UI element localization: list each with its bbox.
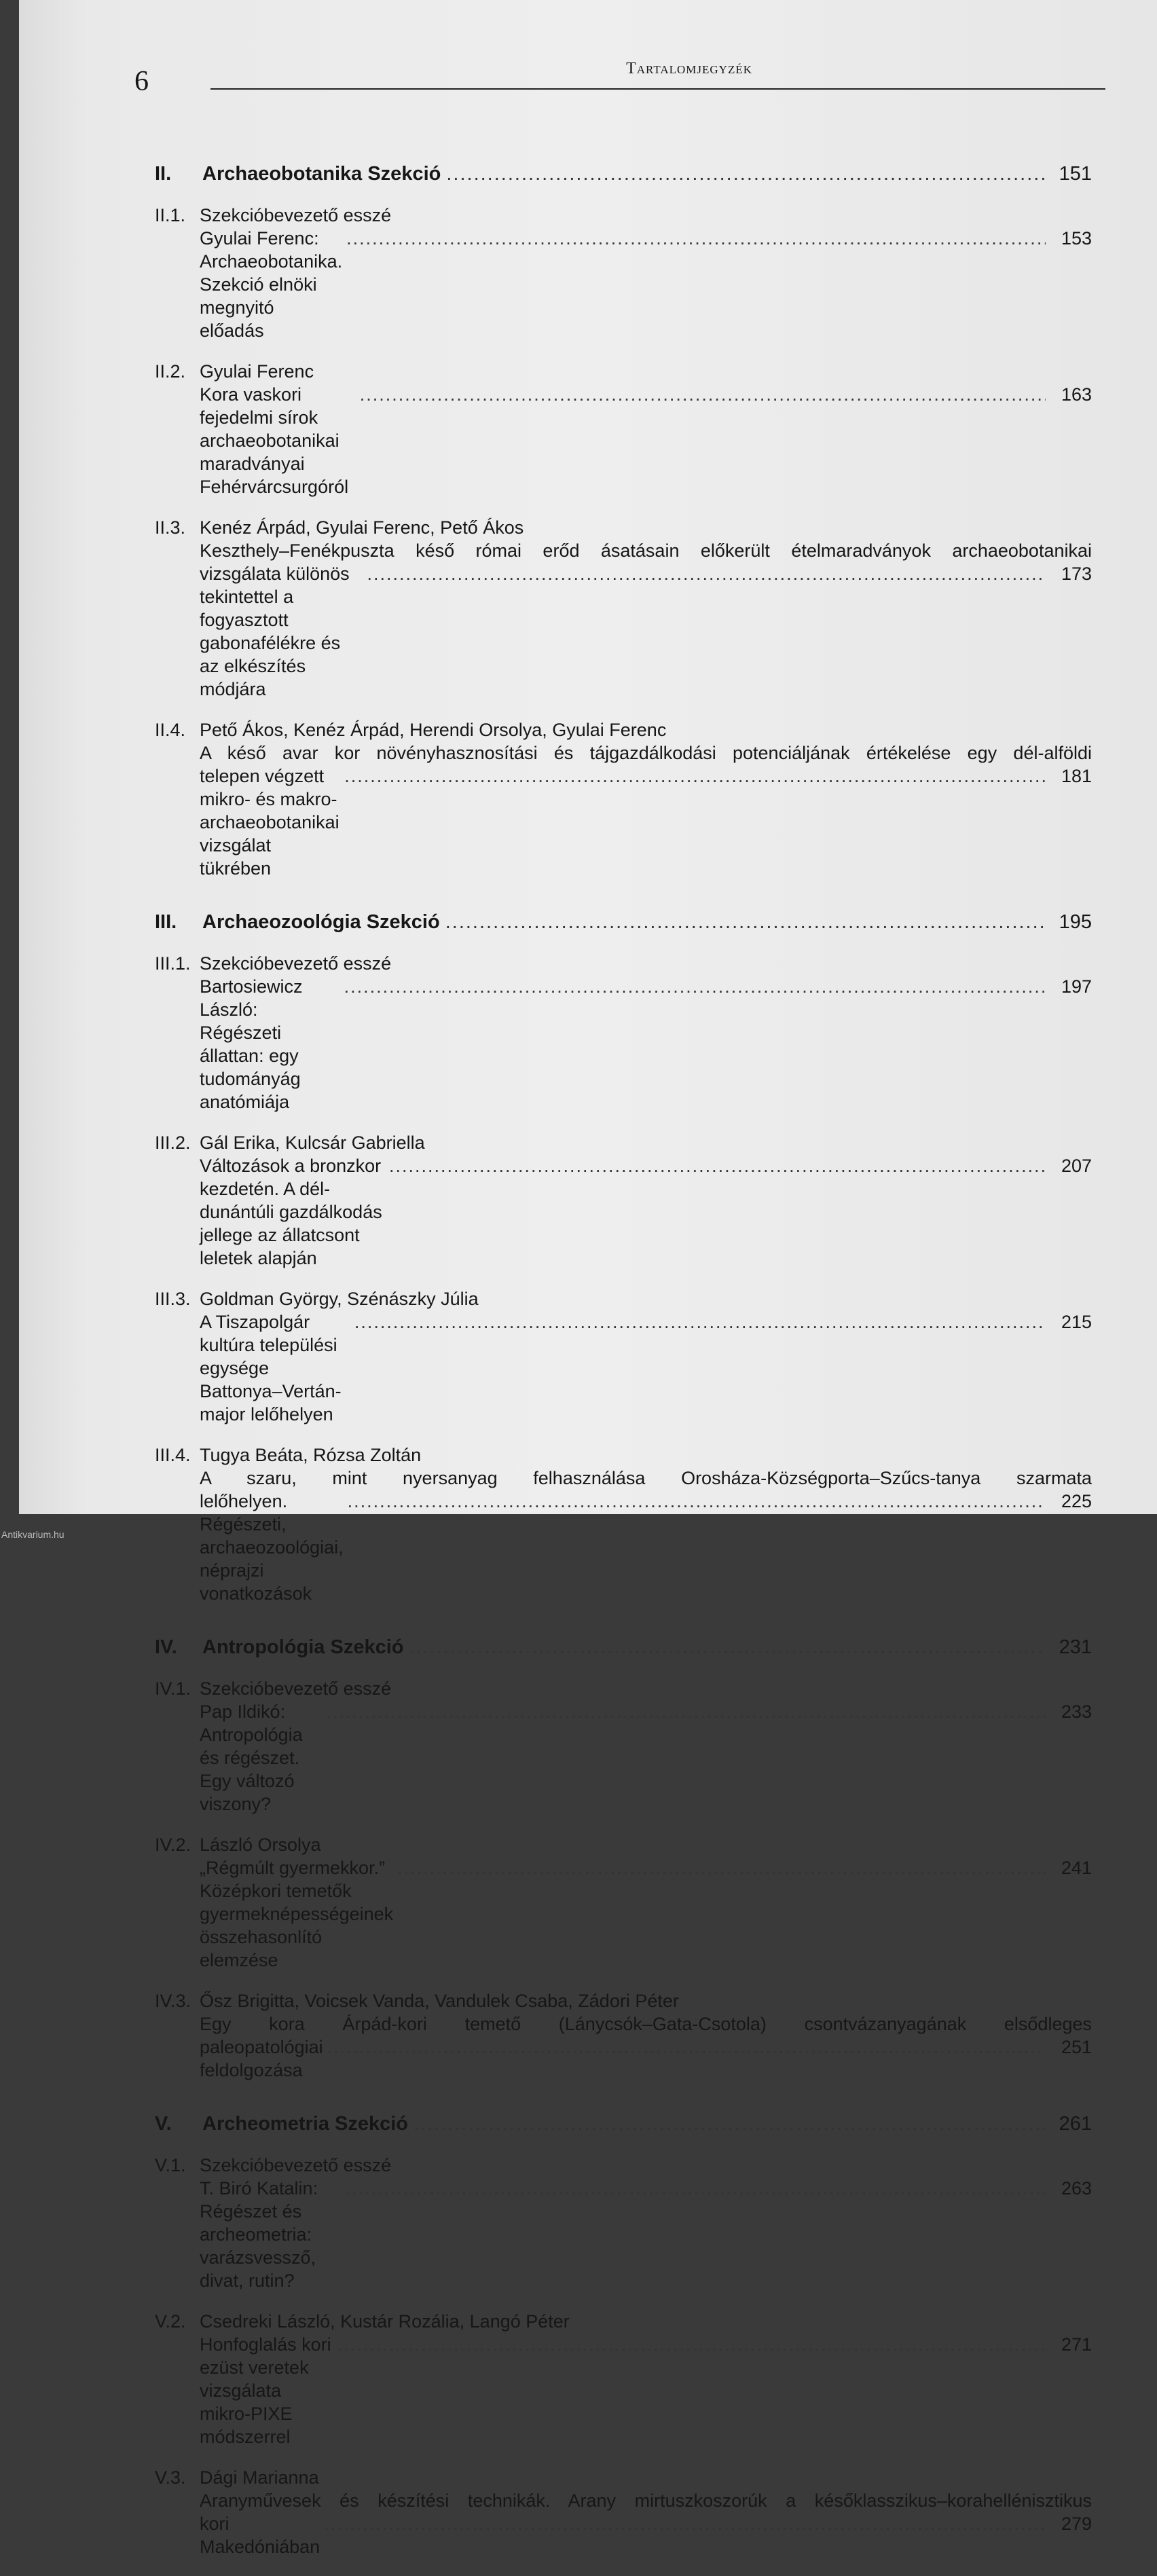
dot-leader [327, 2036, 1046, 2059]
section-title: Antropológia Szekció [202, 1636, 409, 1659]
entry-page: 181 [1046, 765, 1092, 788]
entry-authors: Szekcióbevezető esszé [200, 952, 1092, 975]
toc-entry [155, 2154, 1092, 2292]
entry-last-line [200, 562, 1092, 701]
entry-number: V.1. [155, 2154, 196, 2177]
entry-body [200, 1443, 1092, 1605]
entry-title: kori Makedóniában [200, 2512, 324, 2558]
entry-page: 215 [1046, 1310, 1092, 1333]
entry-title: vizsgálata különös tekintettel a fogyasztott gabonafélékre és az elkészítés módjára [200, 562, 367, 701]
dot-leader [389, 1154, 1046, 1177]
toc-entry [155, 2310, 1092, 2448]
entry-number: III.3. [155, 1287, 196, 1310]
entry-authors: László Orsolya [200, 1833, 1092, 1856]
toc-entry [155, 1989, 1092, 2082]
entry-page: 197 [1046, 975, 1092, 998]
dot-leader [445, 911, 1046, 934]
section-number: III. [155, 911, 202, 934]
entry-title: T. Biró Katalin: Régészet és archeometria: varázsvessző, divat, rutin? [200, 2177, 346, 2292]
dot-leader [414, 2113, 1046, 2135]
entry-page: 241 [1046, 1856, 1092, 1879]
table-of-contents [155, 163, 1092, 2576]
toc-entry [155, 1131, 1092, 1270]
entry-authors: Szekcióbevezető esszé [200, 2154, 1092, 2177]
toc-entry [155, 1833, 1092, 1972]
entry-title-line: A szaru, mint nyersanyag felhasználása Orosháza-Községporta–Szűcs-tanya szarmata [200, 1467, 1092, 1490]
entry-last-line [200, 975, 1092, 1114]
entry-page: 233 [1046, 1700, 1092, 1723]
toc-entry [155, 2466, 1092, 2558]
entry-last-line [200, 2333, 1092, 2448]
entry-title: Pap Ildikó: Antropológia és régészet. Egy változó viszony? [200, 1700, 326, 1816]
entry-authors: Tugya Beáta, Rózsa Zoltán [200, 1443, 1092, 1467]
book-page [19, 0, 1157, 1514]
running-title: Tartalomjegyzék [626, 60, 752, 78]
entry-last-line [200, 1856, 1092, 1972]
entry-page: 251 [1046, 2036, 1092, 2059]
entry-body [200, 718, 1092, 880]
dot-leader [344, 975, 1046, 998]
entry-last-line [200, 2036, 1092, 2082]
toc-entry [155, 360, 1092, 498]
dot-leader [348, 1490, 1046, 1513]
entry-page: 173 [1046, 562, 1092, 585]
header-rule [210, 88, 1105, 90]
entry-authors: Dági Marianna [200, 2466, 1092, 2489]
section-gap [155, 1623, 1092, 1636]
entry-authors: Szekcióbevezető esszé [200, 204, 1092, 227]
toc-entry [155, 952, 1092, 1114]
entry-number: IV.2. [155, 1833, 196, 1856]
entry-number: II.3. [155, 516, 196, 539]
entry-page: 263 [1046, 2177, 1092, 2200]
entry-title-line: Aranyművesek és készítési technikák. Arany mirtuszkoszorúk a későklasszikus–korahellénisztikus [200, 2489, 1092, 2512]
dot-leader [326, 1700, 1046, 1723]
entry-title: telepen végzett mikro- és makro-archaeobotanikai vizsgálat tükrében [200, 765, 344, 880]
entry-title: Változások a bronzkor kezdetén. A dél-dunántúli gazdálkodás jellege az állatcsont leletek alapján [200, 1154, 389, 1270]
dot-leader [346, 2177, 1046, 2200]
toc-entry [155, 516, 1092, 701]
entry-page: 225 [1046, 1490, 1092, 1513]
toc-entry [155, 1677, 1092, 1816]
entry-page: 153 [1046, 227, 1092, 250]
entry-last-line [200, 2512, 1092, 2558]
entry-page: 279 [1046, 2512, 1092, 2535]
dot-leader [337, 2333, 1046, 2356]
section-number: IV. [155, 1636, 202, 1659]
page-number: 6 [134, 61, 149, 102]
entry-page: 207 [1046, 1154, 1092, 1177]
section-title: Archaeozoológia Szekció [202, 911, 445, 934]
dot-leader [346, 227, 1046, 250]
section-heading [155, 2113, 1092, 2143]
entry-authors: Csedreki László, Kustár Rozália, Langó Péter [200, 2310, 1092, 2333]
section-title: Archeometria Szekció [202, 2113, 414, 2135]
entry-last-line [200, 1310, 1092, 1426]
entry-number: III.2. [155, 1131, 196, 1154]
dot-leader [409, 1636, 1046, 1659]
section-page: 231 [1046, 1636, 1092, 1659]
entry-authors: Kenéz Árpád, Gyulai Ferenc, Pető Ákos [200, 516, 1092, 539]
entry-title: Gyulai Ferenc: Archaeobotanika. Szekció elnöki megnyitó előadás [200, 227, 346, 342]
entry-body [200, 1989, 1092, 2082]
entry-body [200, 516, 1092, 701]
entry-last-line [200, 1154, 1092, 1270]
entry-title: Honfoglalás kori ezüst veretek vizsgálata mikro-PIXE módszerrel [200, 2333, 337, 2448]
entry-number: IV.3. [155, 1989, 196, 2012]
entry-title: lelőhelyen. Régészeti, archaeozoológiai, néprajzi vonatkozások [200, 1490, 348, 1605]
dot-leader [367, 562, 1046, 585]
entry-body [200, 2154, 1092, 2292]
entry-last-line [200, 1490, 1092, 1605]
toc-entry [155, 1287, 1092, 1426]
entry-number: II.2. [155, 360, 196, 383]
section-gap [155, 2099, 1092, 2113]
toc-entry [155, 1443, 1092, 1605]
dot-leader [360, 383, 1046, 406]
entry-body [200, 1131, 1092, 1270]
entry-authors: Szekcióbevezető esszé [200, 1677, 1092, 1700]
toc-entry [155, 718, 1092, 880]
entry-number: II.1. [155, 204, 196, 227]
entry-last-line [200, 383, 1092, 498]
section-heading [155, 163, 1092, 193]
entry-last-line [200, 2177, 1092, 2292]
section-page: 261 [1046, 2113, 1092, 2135]
entry-page: 271 [1046, 2333, 1092, 2356]
section-title: Archaeobotanika Szekció [202, 163, 446, 185]
entry-body [200, 2466, 1092, 2558]
entry-number: III.1. [155, 952, 196, 975]
entry-body [200, 360, 1092, 498]
watermark: Antikvarium.hu [1, 1529, 65, 1540]
entry-page: 163 [1046, 383, 1092, 406]
entry-authors: Goldman György, Szénászky Júlia [200, 1287, 1092, 1310]
entry-authors: Gál Erika, Kulcsár Gabriella [200, 1131, 1092, 1154]
section-heading [155, 1636, 1092, 1666]
entry-last-line [200, 227, 1092, 342]
entry-number: II.4. [155, 718, 196, 741]
entry-body [200, 1287, 1092, 1426]
section-number: II. [155, 163, 202, 185]
dot-leader [324, 2512, 1046, 2535]
entry-number: IV.1. [155, 1677, 196, 1700]
entry-title: A Tiszapolgár kultúra települési egysége Battonya–Vertán-major lelőhelyen [200, 1310, 354, 1426]
section-gap [155, 898, 1092, 911]
entry-body [200, 204, 1092, 342]
dot-leader [397, 1856, 1046, 1879]
entry-number: V.3. [155, 2466, 196, 2489]
section-heading [155, 911, 1092, 941]
dot-leader [344, 765, 1046, 788]
entry-last-line [200, 1700, 1092, 1816]
page-header [134, 61, 1105, 102]
section-page: 151 [1046, 163, 1092, 185]
entry-title-line: Keszthely–Fenékpuszta késő római erőd ásatásain előkerült ételmaradványok archaeobotanikai [200, 539, 1092, 562]
entry-title: Kora vaskori fejedelmi sírok archaeobotanikai maradványai Fehérvárcsurgóról [200, 383, 360, 498]
section-number: V. [155, 2113, 202, 2135]
entry-last-line [200, 765, 1092, 880]
entry-title-line: Egy kora Árpád-kori temető (Lánycsók–Gata-Csotola) csontvázanyagának elsődleges [200, 2012, 1092, 2036]
entry-authors: Ősz Brigitta, Voicsek Vanda, Vandulek Csaba, Zádori Péter [200, 1989, 1092, 2012]
entry-body [200, 1833, 1092, 1972]
entry-title: „Régmúlt gyermekkor.” Középkori temetők gyermeknépességeinek összehasonlító elemzése [200, 1856, 397, 1972]
section-page: 195 [1046, 911, 1092, 934]
entry-number: III.4. [155, 1443, 196, 1467]
entry-number: V.2. [155, 2310, 196, 2333]
entry-body [200, 952, 1092, 1114]
dot-leader [354, 1310, 1046, 1333]
entry-body [200, 1677, 1092, 1816]
entry-authors: Gyulai Ferenc [200, 360, 1092, 383]
entry-title: Bartosiewicz László: Régészeti állattan: egy tudományág anatómiája [200, 975, 344, 1114]
toc-entry [155, 204, 1092, 342]
entry-authors: Pető Ákos, Kenéz Árpád, Herendi Orsolya, Gyulai Ferenc [200, 718, 1092, 741]
entry-title: paleopatológiai feldolgozása [200, 2036, 327, 2082]
entry-title-line: A késő avar kor növényhasznosítási és tájgazdálkodási potenciáljának értékelése egy dél-alföldi [200, 741, 1092, 765]
entry-body [200, 2310, 1092, 2448]
dot-leader [446, 163, 1046, 185]
